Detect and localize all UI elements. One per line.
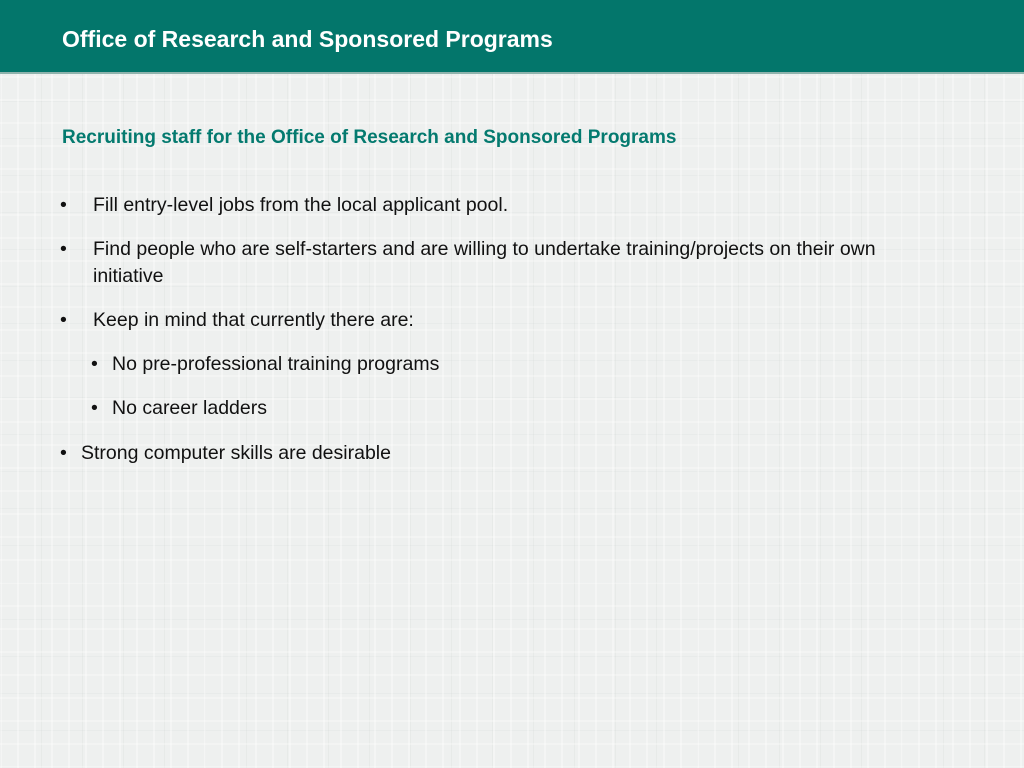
bullet-icon: • <box>60 442 67 464</box>
bullet-icon: • <box>91 397 98 419</box>
slide-subtitle: Recruiting staff for the Office of Research and Sponsored Programs <box>62 127 677 148</box>
bullet-text: Keep in mind that currently there are: <box>93 309 414 331</box>
page-title: Office of Research and Sponsored Programs <box>62 26 553 52</box>
bullet-icon: • <box>91 353 98 375</box>
bullet-text: Fill entry-level jobs from the local applicant pool. <box>93 194 509 216</box>
bullet-text: No career ladders <box>112 397 267 419</box>
bullet-icon: • <box>60 194 67 216</box>
bullet-icon: • <box>60 309 67 331</box>
header-bar <box>0 0 1024 74</box>
bullet-text: Strong computer skills are desirable <box>81 442 391 464</box>
bullet-icon: • <box>60 238 67 260</box>
bullet-text: No pre-professional training programs <box>112 353 440 375</box>
bullet-text: Find people who are self-starters and are willing to undertake training/projects on their own initiative <box>93 238 876 287</box>
